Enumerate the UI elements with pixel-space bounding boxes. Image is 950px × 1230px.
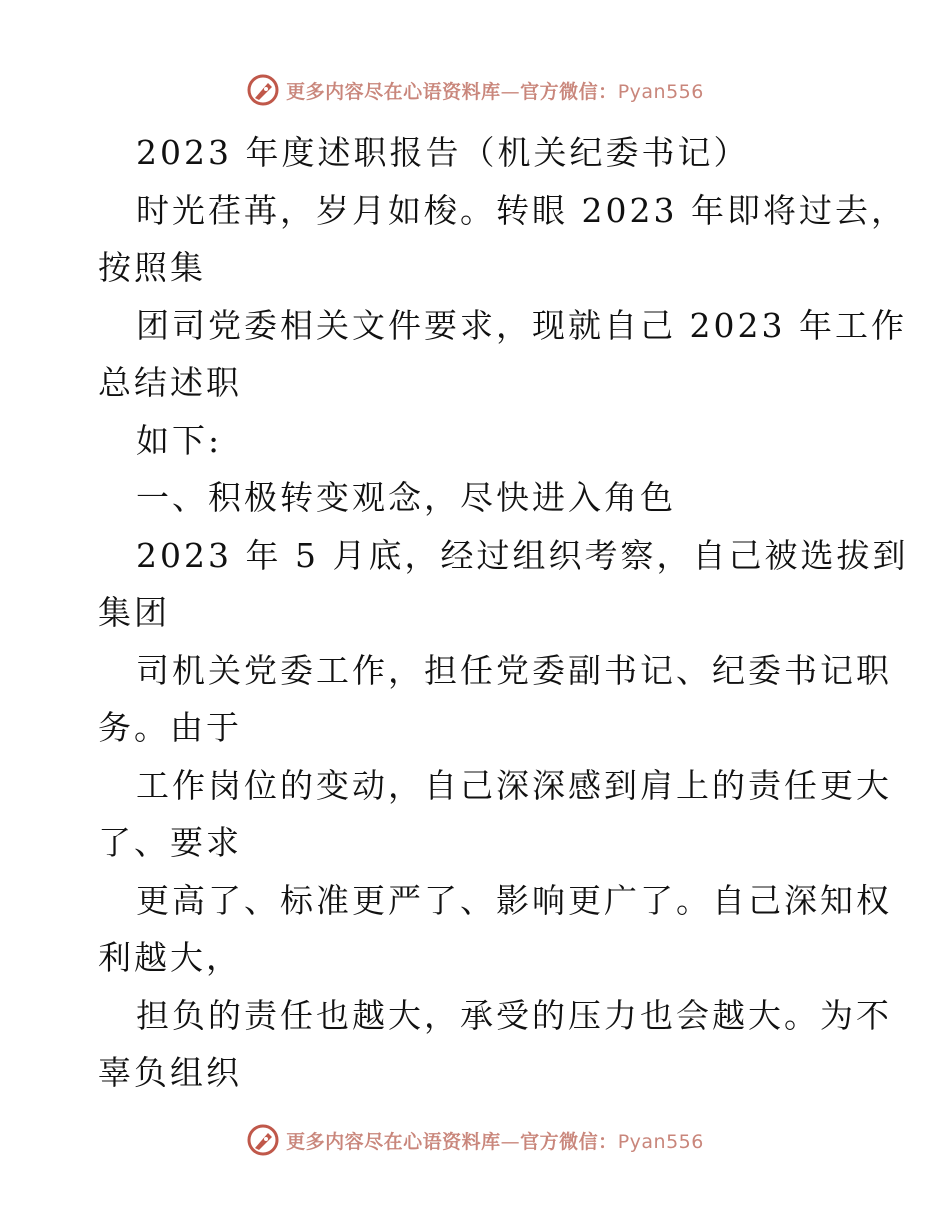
banner-text: [286, 77, 704, 104]
text-line: 司机关党委工作，担任党委副书记、纪委书记职: [136, 650, 892, 690]
text-line: 辜负组织: [98, 1053, 242, 1092]
banner-suffix: 官方微信：: [520, 1130, 618, 1153]
banner-text: [286, 1127, 704, 1154]
text-line: 时光荏苒，岁月如梭。转眼 2023 年即将过去，: [136, 190, 907, 230]
text-line: 如下:: [136, 420, 223, 460]
banner-suffix: 官方微信：: [520, 80, 618, 103]
text-line: 按照集: [98, 248, 206, 287]
footer-watermark-banner: [0, 1120, 950, 1160]
banner-main: 更多内容尽在心语资料库: [286, 1130, 501, 1153]
text-line: 利越大，: [98, 938, 242, 977]
text-line: 一、积极转变观念，尽快进入角色: [136, 478, 676, 517]
text-line: 了、要求: [98, 823, 242, 862]
banner-dash: —: [500, 80, 521, 103]
document-body: [98, 124, 909, 1102]
pen-nib-logo-icon: [246, 73, 280, 107]
text-line: 担负的责任也越大，承受的压力也会越大。为不: [136, 995, 892, 1035]
text-line: 团司党委相关文件要求，现就自己 2023 年工作: [136, 305, 907, 345]
banner-wechat-id: Pyan556: [617, 1130, 704, 1153]
banner-main: 更多内容尽在心语资料库: [286, 80, 501, 103]
banner-dash: —: [500, 1130, 521, 1153]
text-line: 集团: [98, 593, 170, 632]
document-title-line: 2023 年度述职报告（机关纪委书记）: [136, 133, 750, 172]
banner-wechat-id: Pyan556: [617, 80, 704, 103]
text-line: 工作岗位的变动，自己深深感到肩上的责任更大: [136, 765, 892, 805]
header-watermark-banner: [0, 70, 950, 110]
text-line: 总结述职: [98, 363, 242, 402]
text-line: 更高了、标准更严了、影响更广了。自己深知权: [136, 880, 892, 920]
text-line: 2023 年 5 月底，经过组织考察，自己被选拔到: [136, 535, 909, 575]
text-line: 务。由于: [98, 708, 242, 747]
pen-nib-logo-icon: [246, 1123, 280, 1157]
